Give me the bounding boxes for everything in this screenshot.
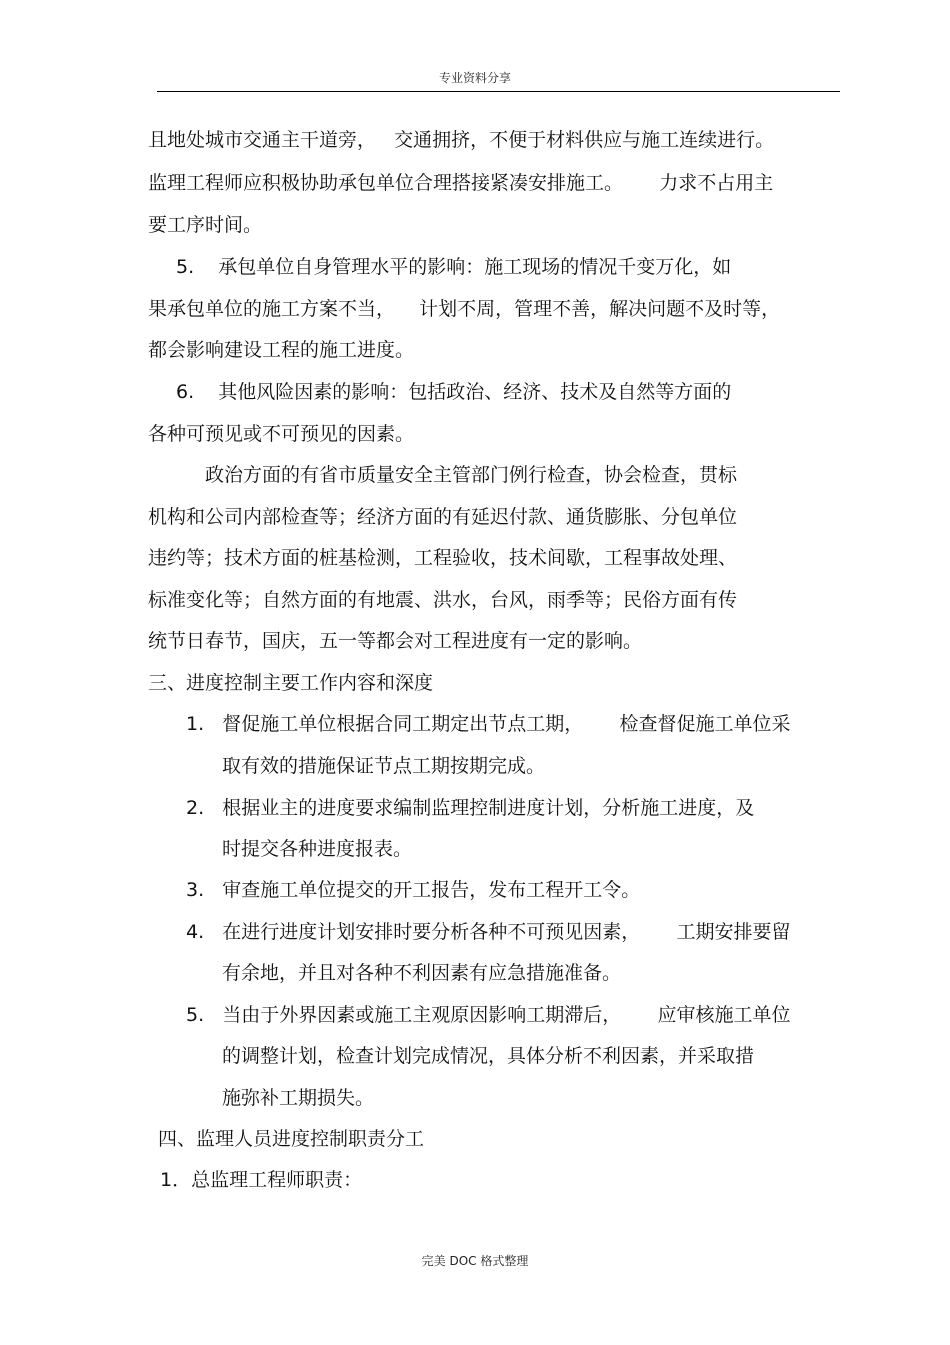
list-item: 2. 根据业主的进度要求编制监理控制进度计划，分析施工进度，及: [186, 797, 755, 819]
paragraph-line: 统节日春节，国庆，五一等都会对工程进度有一定的影响。: [148, 630, 643, 652]
section-heading: 三、进度控制主要工作内容和深度: [148, 672, 434, 694]
paragraph-line: 要工序时间。: [148, 214, 263, 236]
paragraph-line: 且地处城市交通主干道旁， 交通拥挤，不便于材料供应与施工连续进行。: [148, 129, 775, 151]
list-item-continuation: 施弥补工期损失。: [222, 1087, 375, 1109]
subsection-heading: 1．总监理工程师职责：: [160, 1169, 363, 1191]
page-header: 专业资料分享: [438, 71, 511, 85]
list-item-continuation: 取有效的措施保证节点工期按期完成。: [222, 755, 546, 777]
list-item: 5. 承包单位自身管理水平的影响：施工现场的情况千变万化，如: [176, 256, 732, 278]
list-item-continuation: 有余地，并且对各种不利因素有应急措施准备。: [222, 962, 622, 984]
page-footer: 完美 DOC 格式整理: [421, 1254, 529, 1268]
paragraph-line: 政治方面的有省市质量安全主管部门例行检查，协会检查，贯标: [205, 464, 738, 486]
list-item-continuation: 的调整计划，检查计划完成情况，具体分析不利因素，并采取措: [222, 1045, 755, 1067]
list-item: 3. 审查施工单位提交的开工报告，发布工程开工令。: [186, 879, 641, 901]
paragraph-line: 都会影响建设工程的施工进度。: [148, 339, 415, 361]
paragraph-line: 果承包单位的施工方案不当， 计划不周，管理不善，解决问题不及时等，: [148, 298, 781, 320]
list-item-continuation: 时提交各种进度报表。: [222, 838, 413, 860]
paragraph-line: 违约等；技术方面的桩基检测，工程验收，技术间歇，工程事故处理、: [148, 547, 738, 569]
list-item: 5. 当由于外界因素或施工主观原因影响工期滞后， 应审核施工单位: [186, 1004, 791, 1026]
list-item: 1. 督促施工单位根据合同工期定出节点工期， 检查督促施工单位采: [186, 713, 791, 735]
paragraph-line: 机构和公司内部检查等；经济方面的有延迟付款、通货膨胀、分包单位: [148, 506, 738, 528]
section-heading: 四、监理人员进度控制职责分工: [158, 1128, 425, 1150]
list-item: 4. 在进行进度计划安排时要分析各种不可预见因素， 工期安排要留: [186, 921, 791, 943]
paragraph-line: 各种可预见或不可预见的因素。: [148, 423, 415, 445]
paragraph-line: 标准变化等；自然方面的有地震、洪水，台风，雨季等；民俗方面有传: [148, 589, 738, 611]
list-item: 6. 其他风险因素的影响：包括政治、经济、技术及自然等方面的: [176, 381, 732, 403]
header-divider: [157, 91, 840, 92]
paragraph-line: 监理工程师应积极协助承包单位合理搭接紧凑安排施工。 力求不占用主: [148, 172, 774, 194]
